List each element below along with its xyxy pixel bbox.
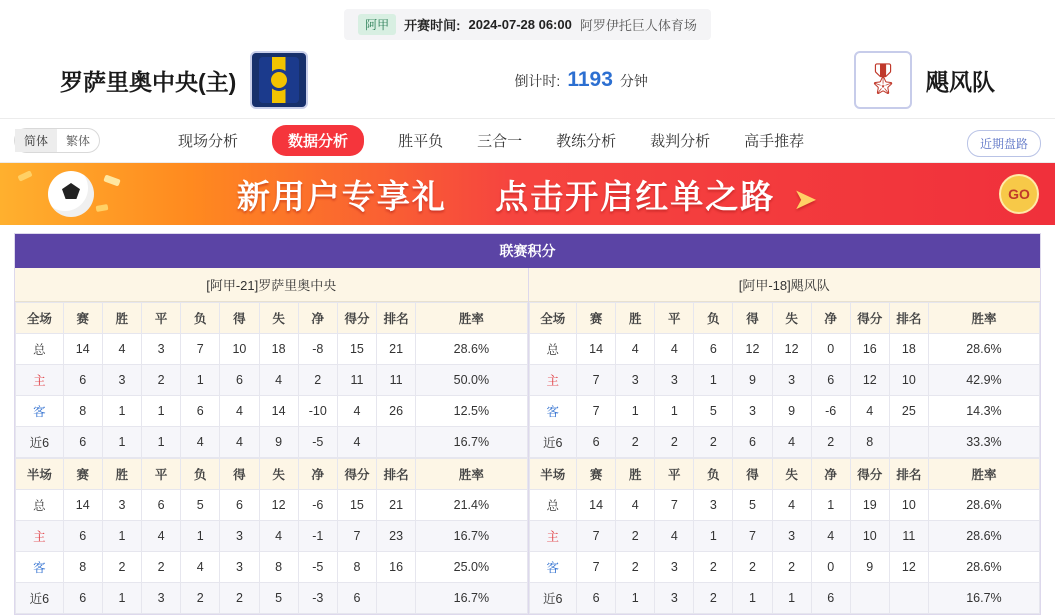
table-cell: 1 bbox=[102, 583, 141, 614]
table-cell: 2 bbox=[655, 427, 694, 458]
tab-live-analysis[interactable]: 现场分析 bbox=[178, 133, 239, 150]
table-cell: 6 bbox=[811, 583, 850, 614]
col-win: 胜 bbox=[616, 459, 655, 490]
table-cell: 42.9% bbox=[928, 365, 1039, 396]
table-cell: 14 bbox=[577, 334, 616, 365]
table-cell: 4 bbox=[259, 521, 298, 552]
col-goals-against: 失 bbox=[259, 459, 298, 490]
col-draw: 平 bbox=[655, 303, 694, 334]
table-cell: 1 bbox=[772, 583, 811, 614]
col-rank: 排名 bbox=[377, 459, 416, 490]
table-cell: 28.6% bbox=[928, 521, 1039, 552]
table-cell: 7 bbox=[577, 521, 616, 552]
table-cell: 11 bbox=[337, 365, 376, 396]
table-cell: 7 bbox=[577, 396, 616, 427]
table-cell: -8 bbox=[298, 334, 337, 365]
table-cell: 28.6% bbox=[416, 334, 527, 365]
table-cell: 7 bbox=[577, 365, 616, 396]
table-cell: 6 bbox=[142, 490, 181, 521]
col-lose: 负 bbox=[694, 459, 733, 490]
table-cell: 1 bbox=[102, 396, 141, 427]
table-cell: -3 bbox=[298, 583, 337, 614]
table-row bbox=[529, 490, 1040, 521]
table-row bbox=[16, 365, 528, 396]
left-half-table bbox=[15, 458, 528, 614]
table-cell: 18 bbox=[259, 334, 298, 365]
lang-simplified-option[interactable]: 简体 bbox=[15, 129, 57, 152]
table-cell: 4 bbox=[220, 427, 259, 458]
table-cell: 1 bbox=[181, 521, 220, 552]
table-cell: 2 bbox=[220, 583, 259, 614]
table-cell: 16.7% bbox=[928, 583, 1039, 614]
table-cell: 16 bbox=[377, 552, 416, 583]
table-cell: 3 bbox=[655, 365, 694, 396]
col-draw: 平 bbox=[142, 303, 181, 334]
col-scope: 全场 bbox=[529, 303, 577, 334]
table-header-row bbox=[529, 303, 1040, 334]
table-cell: 3 bbox=[694, 490, 733, 521]
table-row bbox=[16, 334, 528, 365]
col-win: 胜 bbox=[102, 303, 141, 334]
standings-title: 联赛积分 bbox=[15, 234, 1040, 268]
table-cell: 26 bbox=[377, 396, 416, 427]
col-rank: 排名 bbox=[889, 459, 928, 490]
table-header-row bbox=[529, 459, 1040, 490]
table-cell: 14 bbox=[259, 396, 298, 427]
table-cell: 1 bbox=[811, 490, 850, 521]
away-team-crest-icon: 🎖 bbox=[854, 51, 912, 109]
table-cell: 4 bbox=[772, 427, 811, 458]
table-cell: 21.4% bbox=[416, 490, 527, 521]
match-info-pill bbox=[344, 9, 711, 40]
table-cell: 16.7% bbox=[416, 427, 527, 458]
table-cell: 12 bbox=[850, 365, 889, 396]
row-scope-cell: 近6 bbox=[16, 427, 64, 458]
row-scope-cell: 主 bbox=[16, 365, 64, 396]
table-row bbox=[529, 583, 1040, 614]
table-cell: 16 bbox=[850, 334, 889, 365]
table-cell: 4 bbox=[655, 521, 694, 552]
tab-expert-picks[interactable]: 高手推荐 bbox=[744, 133, 805, 150]
col-goals-against: 失 bbox=[772, 303, 811, 334]
table-cell: 14 bbox=[577, 490, 616, 521]
countdown-block bbox=[514, 68, 647, 92]
table-cell: 9 bbox=[733, 365, 772, 396]
countdown-unit: 分钟 bbox=[619, 73, 648, 89]
col-win-rate: 胜率 bbox=[416, 459, 527, 490]
table-cell: 6 bbox=[577, 583, 616, 614]
table-cell: 50.0% bbox=[416, 365, 527, 396]
table-cell: 6 bbox=[63, 365, 102, 396]
table-cell: 4 bbox=[181, 552, 220, 583]
table-cell: 10 bbox=[850, 521, 889, 552]
table-cell: 25 bbox=[889, 396, 928, 427]
table-row bbox=[16, 490, 528, 521]
table-row bbox=[16, 583, 528, 614]
row-scope-cell: 近6 bbox=[16, 583, 64, 614]
col-goal-diff: 净 bbox=[811, 303, 850, 334]
table-cell: 23 bbox=[377, 521, 416, 552]
table-row bbox=[529, 521, 1040, 552]
table-cell: 10 bbox=[889, 490, 928, 521]
teams-row bbox=[0, 40, 1055, 118]
venue-name: 阿罗伊托巨人体育场 bbox=[579, 17, 697, 33]
col-points: 得分 bbox=[850, 303, 889, 334]
table-cell: 4 bbox=[181, 427, 220, 458]
standings-right bbox=[528, 268, 1041, 614]
col-points: 得分 bbox=[850, 459, 889, 490]
table-cell: 1 bbox=[102, 427, 141, 458]
right-half-body bbox=[529, 490, 1040, 614]
table-cell: 5 bbox=[181, 490, 220, 521]
tab-data-analysis[interactable]: 数据分析 bbox=[272, 125, 364, 156]
col-played: 赛 bbox=[63, 303, 102, 334]
table-cell: -10 bbox=[298, 396, 337, 427]
countdown-value: 1193 bbox=[567, 68, 613, 91]
col-goals-for: 得 bbox=[220, 459, 259, 490]
language-toggle[interactable] bbox=[14, 128, 100, 153]
tab-coach-analysis[interactable]: 教练分析 bbox=[556, 133, 617, 150]
table-cell: 2 bbox=[694, 583, 733, 614]
row-scope-cell: 主 bbox=[529, 365, 577, 396]
table-cell: 6 bbox=[63, 583, 102, 614]
tab-three-in-one[interactable]: 三合一 bbox=[477, 133, 523, 150]
row-scope-cell: 总 bbox=[529, 334, 577, 365]
table-cell: -1 bbox=[298, 521, 337, 552]
table-cell bbox=[377, 583, 416, 614]
table-row bbox=[529, 427, 1040, 458]
table-cell: 4 bbox=[850, 396, 889, 427]
table-cell: 3 bbox=[142, 334, 181, 365]
home-team-block[interactable] bbox=[60, 51, 308, 109]
table-cell: 2 bbox=[142, 552, 181, 583]
table-cell: 8 bbox=[63, 552, 102, 583]
table-cell: 12 bbox=[889, 552, 928, 583]
table-cell: 15 bbox=[337, 490, 376, 521]
table-cell: 18 bbox=[889, 334, 928, 365]
away-team-block[interactable] bbox=[854, 51, 995, 109]
table-row bbox=[529, 365, 1040, 396]
right-full-table bbox=[529, 302, 1041, 458]
col-goal-diff: 净 bbox=[811, 459, 850, 490]
tab-referee-analysis[interactable]: 裁判分析 bbox=[650, 133, 711, 150]
table-cell: 7 bbox=[181, 334, 220, 365]
main-nav bbox=[0, 118, 1055, 163]
table-cell: 8 bbox=[63, 396, 102, 427]
promo-banner-text bbox=[0, 171, 1055, 218]
col-lose: 负 bbox=[694, 303, 733, 334]
table-cell: 6 bbox=[811, 365, 850, 396]
table-cell: 12 bbox=[733, 334, 772, 365]
col-goals-for: 得 bbox=[220, 303, 259, 334]
table-row bbox=[16, 521, 528, 552]
col-draw: 平 bbox=[142, 459, 181, 490]
left-half-body bbox=[16, 490, 528, 614]
row-scope-cell: 总 bbox=[16, 334, 64, 365]
table-cell: -5 bbox=[298, 552, 337, 583]
col-win-rate: 胜率 bbox=[928, 303, 1039, 334]
right-team-subtitle: [阿甲-18]飓风队 bbox=[529, 268, 1041, 302]
countdown-label: 倒计时: bbox=[514, 73, 561, 89]
table-cell: 1 bbox=[733, 583, 772, 614]
row-scope-cell: 近6 bbox=[529, 427, 577, 458]
col-goal-diff: 净 bbox=[298, 303, 337, 334]
col-played: 赛 bbox=[577, 459, 616, 490]
table-cell: 4 bbox=[337, 427, 376, 458]
table-cell: 7 bbox=[655, 490, 694, 521]
table-cell: 1 bbox=[102, 521, 141, 552]
table-cell: 2 bbox=[102, 552, 141, 583]
table-cell: 3 bbox=[142, 583, 181, 614]
table-cell: 12 bbox=[772, 334, 811, 365]
table-cell: 4 bbox=[655, 334, 694, 365]
table-cell: 6 bbox=[181, 396, 220, 427]
table-cell: 9 bbox=[850, 552, 889, 583]
table-cell: 1 bbox=[142, 396, 181, 427]
col-points: 得分 bbox=[337, 459, 376, 490]
table-cell: 3 bbox=[220, 552, 259, 583]
table-cell: 6 bbox=[63, 427, 102, 458]
table-cell: 19 bbox=[850, 490, 889, 521]
league-tag: 阿甲 bbox=[358, 14, 396, 35]
table-row bbox=[16, 396, 528, 427]
table-cell: 3 bbox=[655, 583, 694, 614]
col-lose: 负 bbox=[181, 303, 220, 334]
table-cell: 16.7% bbox=[416, 521, 527, 552]
table-row bbox=[529, 334, 1040, 365]
table-cell: 4 bbox=[102, 334, 141, 365]
table-cell: 10 bbox=[220, 334, 259, 365]
right-half-table bbox=[529, 458, 1041, 614]
promo-banner[interactable] bbox=[0, 163, 1055, 225]
col-scope: 全场 bbox=[16, 303, 64, 334]
table-cell: 11 bbox=[377, 365, 416, 396]
table-cell: 2 bbox=[298, 365, 337, 396]
table-cell: 10 bbox=[889, 365, 928, 396]
home-team-crest-icon bbox=[250, 51, 308, 109]
table-cell: 21 bbox=[377, 490, 416, 521]
table-cell: 3 bbox=[102, 365, 141, 396]
table-cell: 4 bbox=[616, 490, 655, 521]
table-cell: 0 bbox=[811, 334, 850, 365]
row-scope-cell: 客 bbox=[529, 552, 577, 583]
table-cell: 12 bbox=[259, 490, 298, 521]
table-cell: -5 bbox=[298, 427, 337, 458]
table-cell: 28.6% bbox=[928, 552, 1039, 583]
table-row bbox=[16, 427, 528, 458]
table-cell: 8 bbox=[337, 552, 376, 583]
table-cell: 4 bbox=[811, 521, 850, 552]
arrow-icon: ➤ bbox=[794, 183, 819, 214]
table-cell: 14 bbox=[63, 334, 102, 365]
table-cell: 0 bbox=[811, 552, 850, 583]
match-info-bar bbox=[0, 0, 1055, 40]
left-team-subtitle: [阿甲-21]罗萨里奥中央 bbox=[15, 268, 528, 302]
table-cell: 1 bbox=[694, 365, 733, 396]
table-cell: 6 bbox=[220, 490, 259, 521]
row-scope-cell: 客 bbox=[16, 396, 64, 427]
table-header-row bbox=[16, 459, 528, 490]
table-cell: 3 bbox=[772, 521, 811, 552]
table-cell: 6 bbox=[577, 427, 616, 458]
table-cell bbox=[889, 583, 928, 614]
table-cell: 25.0% bbox=[416, 552, 527, 583]
table-cell: 15 bbox=[337, 334, 376, 365]
col-rank: 排名 bbox=[377, 303, 416, 334]
table-cell: 3 bbox=[102, 490, 141, 521]
table-cell: 4 bbox=[142, 521, 181, 552]
table-cell bbox=[377, 427, 416, 458]
table-cell: 1 bbox=[142, 427, 181, 458]
table-cell bbox=[889, 427, 928, 458]
table-cell: 1 bbox=[655, 396, 694, 427]
tab-win-draw-lose[interactable]: 胜平负 bbox=[398, 133, 444, 150]
table-cell: 3 bbox=[733, 396, 772, 427]
row-scope-cell: 主 bbox=[529, 521, 577, 552]
col-goals-for: 得 bbox=[733, 303, 772, 334]
table-cell: 6 bbox=[220, 365, 259, 396]
table-cell: 5 bbox=[733, 490, 772, 521]
col-rank: 排名 bbox=[889, 303, 928, 334]
table-cell: 14.3% bbox=[928, 396, 1039, 427]
row-scope-cell: 总 bbox=[529, 490, 577, 521]
table-cell: 3 bbox=[655, 552, 694, 583]
table-cell: 2 bbox=[772, 552, 811, 583]
table-cell: 4 bbox=[220, 396, 259, 427]
table-cell: 2 bbox=[142, 365, 181, 396]
table-cell: 33.3% bbox=[928, 427, 1039, 458]
table-header-row bbox=[16, 303, 528, 334]
table-cell: 4 bbox=[772, 490, 811, 521]
col-lose: 负 bbox=[181, 459, 220, 490]
col-win-rate: 胜率 bbox=[416, 303, 527, 334]
promo-text-right: 点击开启红单之路 bbox=[495, 177, 776, 215]
promo-go-button[interactable]: GO bbox=[999, 174, 1039, 214]
table-cell: 8 bbox=[259, 552, 298, 583]
standings-left bbox=[15, 268, 528, 614]
table-cell: 14 bbox=[63, 490, 102, 521]
col-points: 得分 bbox=[337, 303, 376, 334]
left-full-body bbox=[16, 334, 528, 458]
table-cell: 4 bbox=[337, 396, 376, 427]
table-cell: 1 bbox=[181, 365, 220, 396]
table-cell: 2 bbox=[181, 583, 220, 614]
table-cell: 3 bbox=[772, 365, 811, 396]
col-scope: 半场 bbox=[16, 459, 64, 490]
table-cell: 6 bbox=[733, 427, 772, 458]
table-cell: -6 bbox=[298, 490, 337, 521]
table-cell: 5 bbox=[259, 583, 298, 614]
table-cell: 21 bbox=[377, 334, 416, 365]
table-cell: 2 bbox=[694, 552, 733, 583]
table-cell: -6 bbox=[811, 396, 850, 427]
col-goals-for: 得 bbox=[733, 459, 772, 490]
col-played: 赛 bbox=[577, 303, 616, 334]
table-row bbox=[529, 552, 1040, 583]
table-cell: 11 bbox=[889, 521, 928, 552]
kickoff-label: 开赛时间: bbox=[404, 17, 461, 33]
right-full-body bbox=[529, 334, 1040, 458]
table-cell: 9 bbox=[772, 396, 811, 427]
table-cell: 12.5% bbox=[416, 396, 527, 427]
standings-panel bbox=[14, 233, 1041, 615]
col-scope: 半场 bbox=[529, 459, 577, 490]
table-cell: 2 bbox=[616, 552, 655, 583]
row-scope-cell: 客 bbox=[16, 552, 64, 583]
nav-items bbox=[178, 125, 804, 156]
table-cell: 7 bbox=[577, 552, 616, 583]
table-cell: 7 bbox=[337, 521, 376, 552]
table-cell: 1 bbox=[616, 396, 655, 427]
recent-odds-button[interactable]: 近期盘路 bbox=[967, 130, 1041, 157]
col-played: 赛 bbox=[63, 459, 102, 490]
col-goals-against: 失 bbox=[772, 459, 811, 490]
left-full-table bbox=[15, 302, 528, 458]
table-row bbox=[529, 396, 1040, 427]
table-cell: 1 bbox=[694, 521, 733, 552]
col-draw: 平 bbox=[655, 459, 694, 490]
table-cell: 6 bbox=[694, 334, 733, 365]
table-cell: 9 bbox=[259, 427, 298, 458]
lang-traditional-option[interactable]: 繁体 bbox=[66, 134, 91, 148]
table-cell: 2 bbox=[616, 427, 655, 458]
col-goal-diff: 净 bbox=[298, 459, 337, 490]
col-win: 胜 bbox=[616, 303, 655, 334]
kickoff-time: 2024-07-28 06:00 bbox=[468, 16, 572, 32]
table-cell: 28.6% bbox=[928, 490, 1039, 521]
table-cell: 16.7% bbox=[416, 583, 527, 614]
table-cell: 8 bbox=[850, 427, 889, 458]
promo-text-left: 新用户专享礼 bbox=[236, 177, 447, 215]
table-cell: 4 bbox=[616, 334, 655, 365]
table-cell: 28.6% bbox=[928, 334, 1039, 365]
table-cell: 7 bbox=[733, 521, 772, 552]
table-cell: 2 bbox=[733, 552, 772, 583]
soccer-ball-icon bbox=[48, 171, 94, 217]
table-cell: 2 bbox=[616, 521, 655, 552]
row-scope-cell: 主 bbox=[16, 521, 64, 552]
col-win: 胜 bbox=[102, 459, 141, 490]
table-cell: 1 bbox=[616, 583, 655, 614]
table-cell bbox=[850, 583, 889, 614]
home-team-name: 罗萨里奥中央(主) bbox=[60, 68, 237, 95]
table-row bbox=[16, 552, 528, 583]
row-scope-cell: 客 bbox=[529, 396, 577, 427]
table-cell: 3 bbox=[220, 521, 259, 552]
row-scope-cell: 近6 bbox=[529, 583, 577, 614]
table-cell: 2 bbox=[694, 427, 733, 458]
table-cell: 3 bbox=[616, 365, 655, 396]
table-cell: 6 bbox=[63, 521, 102, 552]
col-goals-against: 失 bbox=[259, 303, 298, 334]
away-team-name: 飓风队 bbox=[926, 68, 995, 95]
table-cell: 4 bbox=[259, 365, 298, 396]
table-cell: 6 bbox=[337, 583, 376, 614]
table-cell: 2 bbox=[811, 427, 850, 458]
col-win-rate: 胜率 bbox=[928, 459, 1039, 490]
row-scope-cell: 总 bbox=[16, 490, 64, 521]
table-cell: 5 bbox=[694, 396, 733, 427]
